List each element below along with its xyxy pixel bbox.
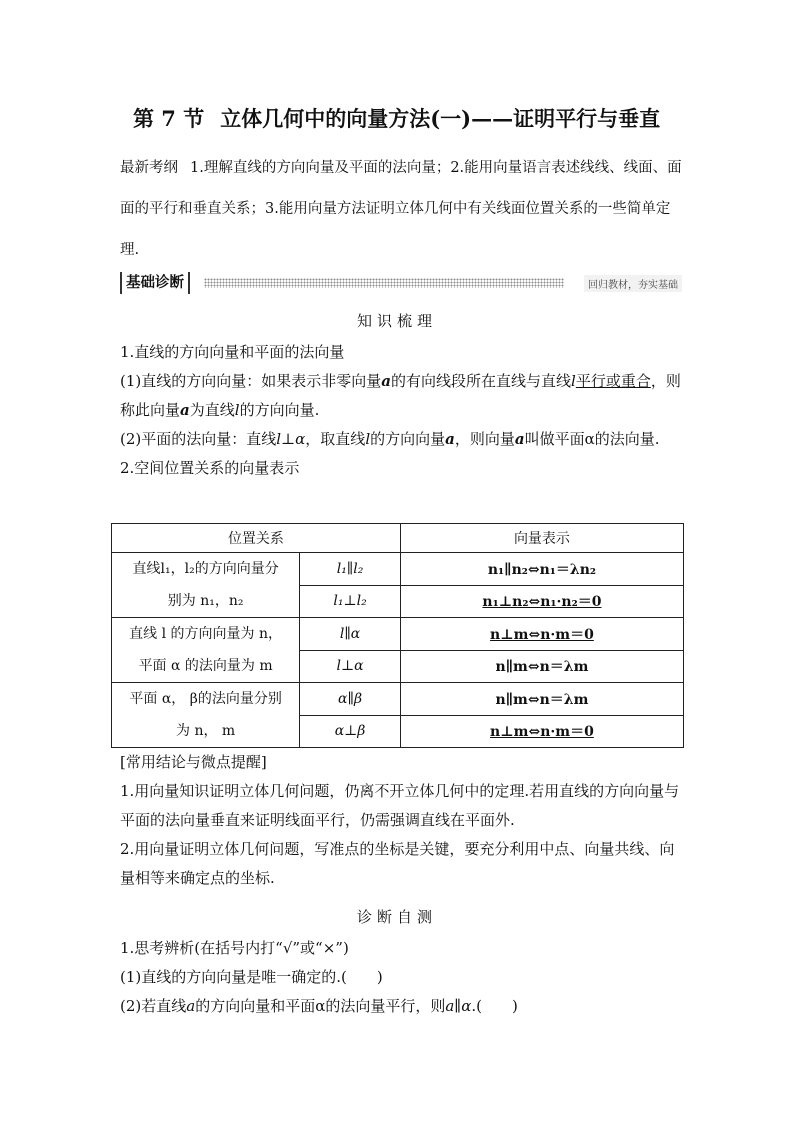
syllabus-label: 最新考纲 xyxy=(120,160,178,176)
relation-cell: α⊥β xyxy=(300,715,401,748)
row-description: 直线 l 的方向向量为 n， 平面 α 的法向量为 m xyxy=(112,618,300,683)
table-row xyxy=(112,683,684,716)
syllabus-outline xyxy=(120,148,685,271)
syllabus-text: 1.理解直线的方向向量及平面的法向量；2.能用向量语言表述线线、线面、面面的平行和垂直关系；3.能用向量方法证明立体几何中有关线面位置关系的一些简单定理. xyxy=(120,160,682,258)
banner-dotted-rule xyxy=(204,278,564,288)
relation-cell: l⊥α xyxy=(300,650,401,683)
relation-cell: l₁∥l₂ xyxy=(300,553,401,586)
relation-cell: l₁⊥l₂ xyxy=(300,585,401,618)
self-test-body xyxy=(120,934,685,1021)
tip-1: 1.用向量知识证明立体几何问题，仍离不开立体几何中的定理.若用直线的方向向量与平面的法向量垂直来证明线面平行，仍需强调直线在平面外. xyxy=(120,782,680,829)
row-description: 平面 α， β的法向量分别 为 n， m xyxy=(112,683,300,748)
page-title xyxy=(133,103,660,133)
section-banner xyxy=(120,272,682,294)
table-header-row xyxy=(112,524,684,553)
vector-cell: n∥m⇔n＝λm xyxy=(400,650,683,683)
knowledge-heading: 知识梳理 xyxy=(356,312,437,330)
position-relation-table xyxy=(111,523,684,748)
tip-2: 2.用向量证明立体几何问题，写准点的坐标是关键，要充分利用中点、向量共线、向量相等来确定点的坐标. xyxy=(120,840,675,887)
self-test-heading: 诊断自测 xyxy=(356,908,437,926)
vector-cell: n⊥m⇔n·m＝0 xyxy=(400,618,683,651)
normal-vector-definition: (2)平面的法向量：直线l⊥α，取直线l的方向向量a，则向量a叫做平面α的法向量. xyxy=(120,430,660,448)
row-description: 直线l₁，l₂的方向向量分 别为 n₁，n₂ xyxy=(112,553,300,618)
vector-cell: n∥m⇔n＝λm xyxy=(400,683,683,716)
answer-underline: 平行或重合 xyxy=(575,372,651,390)
relation-cell: α∥β xyxy=(300,683,401,716)
relation-cell: l∥α xyxy=(300,618,401,651)
table-row xyxy=(112,553,684,586)
question-1: 1.思考辨析(在括号内打“√”或“×”) xyxy=(120,939,349,957)
banner-subtitle: 回归教材，夯实基础 xyxy=(584,275,682,292)
vector-cell: n₁⊥n₂⇔n₁·n₂＝0 xyxy=(400,585,683,618)
table-row xyxy=(112,618,684,651)
item1-title: 1.直线的方向向量和平面的法向量 xyxy=(120,343,345,361)
banner-title: 基础诊断 xyxy=(120,272,190,294)
header-position: 位置关系 xyxy=(112,524,401,553)
vector-cell: n₁∥n₂⇔n₁＝λn₂ xyxy=(400,553,683,586)
question-1-1: (1)直线的方向向量是唯一确定的.( ) xyxy=(120,968,383,986)
vector-cell: n⊥m⇔n·m＝0 xyxy=(400,715,683,748)
direction-vector-definition: (1)直线的方向向量：如果表示非零向量a的有向线段所在直线与直线l平行或重合，则称此向量a为直线l的方向向量. xyxy=(120,372,681,419)
tips-body xyxy=(120,748,685,893)
header-vector: 向量表示 xyxy=(400,524,683,553)
item2-title: 2.空间位置关系的向量表示 xyxy=(120,459,300,477)
section-number: 第 7 节 xyxy=(133,106,205,131)
section-title: 立体几何中的向量方法(一)——证明平行与垂直 xyxy=(220,106,661,131)
knowledge-body xyxy=(120,338,685,483)
question-1-2: (2)若直线a的方向向量和平面α的法向量平行，则a∥α.( ) xyxy=(120,997,518,1015)
tips-heading: [常用结论与微点提醒] xyxy=(120,753,267,771)
